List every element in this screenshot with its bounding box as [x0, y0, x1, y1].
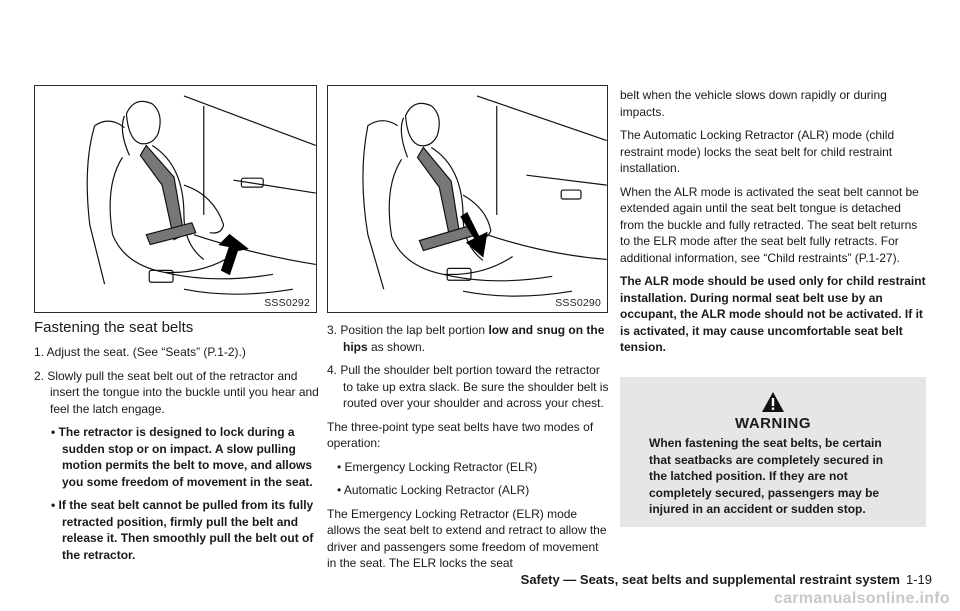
warning-title	[620, 391, 926, 432]
warning-box	[620, 377, 926, 527]
step-4: 4. Pull the shoulder belt portion toward the retractor to take up extra slack. Be sure the shoulder belt is routed over your shoulder and across your chest.	[327, 363, 609, 410]
page-footer	[521, 572, 932, 587]
step-3-text: 3. Position the lap belt portion	[327, 323, 489, 337]
alr-activation: When the ALR mode is activated the seat belt cannot be extended again until the seat belt tongue is detached from the buckle and fully retracted. The seat belt returns to the ELR mode after the seat belt fully retracts. For additional information, see “Child restraints” (P.1-27).	[620, 184, 919, 265]
warning-triangle-icon	[761, 391, 785, 413]
section-heading: Fastening the seat belts	[34, 319, 194, 336]
page-number: 1-19	[905, 572, 932, 587]
figure-code: SSS0292	[264, 297, 310, 309]
column-3	[620, 87, 926, 363]
footer-section-title: Safety — Seats, seat belts and supplemental restraint system	[520, 572, 900, 587]
column-1	[34, 318, 319, 570]
column-2	[327, 322, 610, 579]
alr-caution: The ALR mode should be used only for child restraint installation. During normal seat belt use by an occupant, the ALR mode should not be activated. If it is activated, it may cause uncomfortable seat belt tension.	[620, 274, 926, 354]
figure-code: SSS0290	[555, 297, 601, 309]
step-2: 2. Slowly pull the seat belt out of the retractor and insert the tongue into the buckle until you hear and feel the latch engage.	[34, 368, 319, 416]
warning-text: When fastening the seat belts, be certain that seatbacks are completely secured in the latched position. If they are not completely secured, passengers may be injured in an accident or sudden stop.	[649, 436, 884, 516]
step-3-emphasis: low and snug on the hips	[343, 323, 605, 354]
mode-elr: • Emergency Locking Retractor (ELR)	[337, 459, 538, 474]
note-retractor-lock: • The retractor is designed to lock during a sudden stop or on impact. A slow pulling motion permits the belt to move, and allows you some freedom of movement in the seat.	[51, 425, 313, 489]
elr-continued: belt when the vehicle slows down rapidly or during impacts.	[620, 88, 887, 119]
step-1: 1. Adjust the seat. (See “Seats” (P.1-2).)	[34, 345, 246, 359]
mode-alr: • Automatic Locking Retractor (ALR)	[337, 483, 530, 497]
modes-intro: The three-point type seat belts have two modes of operation:	[327, 419, 594, 450]
illustration-buckling-belt	[35, 86, 316, 312]
figure-fastening-belt	[34, 85, 317, 313]
step-3-end: as shown.	[367, 339, 426, 354]
step-3	[327, 322, 610, 355]
figure-positioning-lap-belt	[327, 85, 608, 313]
alr-description: The Automatic Locking Retractor (ALR) mode (child restraint mode) locks the seat belt for child restraint installation.	[620, 128, 895, 175]
warning-title-text: WARNING	[735, 415, 811, 432]
illustration-lap-belt-position	[328, 86, 607, 312]
note-belt-stuck: • If the seat belt cannot be pulled from its fully retracted position, firmly pull the belt and release it. Then smoothly pull the belt out of the retractor.	[51, 498, 314, 562]
watermark: carmanualsonline.info	[773, 590, 950, 607]
elr-description: The Emergency Locking Retractor (ELR) mode allows the seat belt to extend and retract to allow the driver and passengers some freedom of movement in the seat. The ELR locks the seat	[327, 506, 607, 570]
